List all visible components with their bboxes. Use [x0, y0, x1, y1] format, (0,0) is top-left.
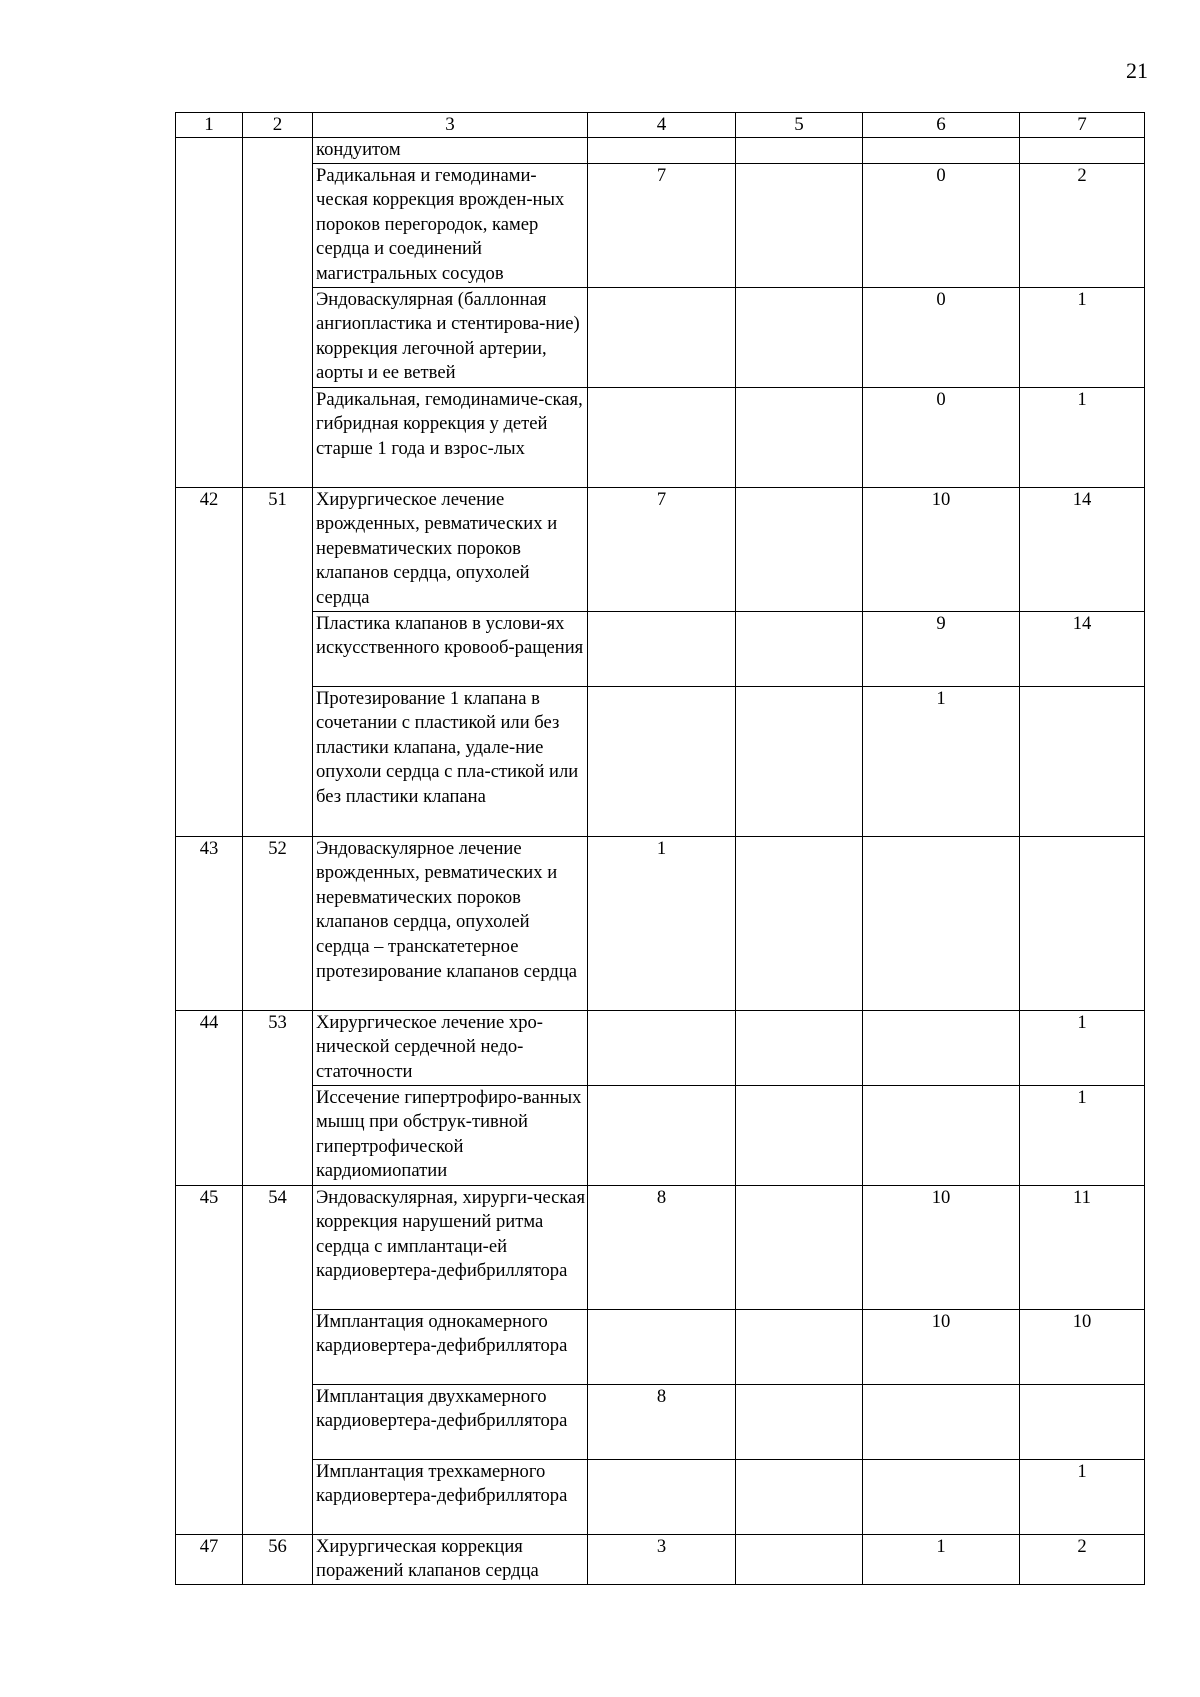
value-cell-5 [736, 836, 863, 1010]
table-row [176, 611, 1145, 686]
value-cell-4 [588, 1459, 736, 1534]
description-cell: Радикальная и гемодинами-ческая коррекция врожден-ных пороков перегородок, камер сердца и соединений магистральных сосудов [313, 163, 588, 287]
column-header-7: 7 [1020, 113, 1145, 138]
value-cell-4 [588, 1309, 736, 1384]
value-cell-6: 0 [863, 163, 1020, 287]
row-code-cell: 51 [243, 487, 313, 836]
table-header [176, 113, 1145, 138]
description-cell: Имплантация двухкамерного кардиовертера-дефибриллятора [313, 1384, 588, 1459]
value-cell-5 [736, 287, 863, 387]
value-cell-5 [736, 1309, 863, 1384]
value-cell-6: 0 [863, 287, 1020, 387]
value-cell-6 [863, 1010, 1020, 1085]
value-cell-5 [736, 163, 863, 287]
value-cell-5 [736, 1010, 863, 1085]
description-cell: Хирургическое лечение врожденных, ревматических и неревматических пороков клапанов сердца, опухолей сердца [313, 487, 588, 611]
column-header-6: 6 [863, 113, 1020, 138]
table-row [176, 138, 1145, 164]
description-cell: Протезирование 1 клапана в сочетании с пластикой или без пластики клапана, удале-ние опухоли сердца с пла-стикой или без пластики клапана [313, 686, 588, 836]
value-cell-6: 9 [863, 611, 1020, 686]
row-number-cell: 43 [176, 836, 243, 1010]
row-number-cell: 47 [176, 1534, 243, 1584]
table-row [176, 387, 1145, 487]
row-code-cell: 56 [243, 1534, 313, 1584]
value-cell-4: 3 [588, 1534, 736, 1584]
value-cell-7: 1 [1020, 1459, 1145, 1534]
value-cell-7: 2 [1020, 163, 1145, 287]
description-cell: Эндоваскулярная, хирурги-ческая коррекция нарушений ритма сердца с имплантаци-ей кардиовертера-дефибриллятора [313, 1185, 588, 1309]
page-number: 21 [1126, 58, 1148, 83]
value-cell-7: 11 [1020, 1185, 1145, 1309]
value-cell-5 [736, 1085, 863, 1185]
column-header-5: 5 [736, 113, 863, 138]
value-cell-4 [588, 1085, 736, 1185]
description-cell: Пластика клапанов в услови-ях искусственного кровооб-ращения [313, 611, 588, 686]
value-cell-6 [863, 836, 1020, 1010]
table-row [176, 287, 1145, 387]
value-cell-4: 7 [588, 487, 736, 611]
value-cell-5 [736, 387, 863, 487]
value-cell-5 [736, 1459, 863, 1534]
value-cell-5 [736, 487, 863, 611]
value-cell-7: 1 [1020, 387, 1145, 487]
description-cell: Радикальная, гемодинамиче-ская, гибридная коррекция у детей старше 1 года и взрос-лых [313, 387, 588, 487]
value-cell-7: 2 [1020, 1534, 1145, 1584]
table-row [176, 686, 1145, 836]
row-code-cell [243, 138, 313, 488]
value-cell-7 [1020, 836, 1145, 1010]
value-cell-5 [736, 1534, 863, 1584]
row-number-cell: 44 [176, 1010, 243, 1185]
row-number-cell: 42 [176, 487, 243, 836]
value-cell-4: 8 [588, 1185, 736, 1309]
value-cell-7: 1 [1020, 1010, 1145, 1085]
value-cell-6 [863, 138, 1020, 164]
table-row [176, 1309, 1145, 1384]
value-cell-4 [588, 387, 736, 487]
value-cell-7: 10 [1020, 1309, 1145, 1384]
value-cell-6: 1 [863, 686, 1020, 836]
table-row [176, 1384, 1145, 1459]
table-row [176, 836, 1145, 1010]
value-cell-4: 8 [588, 1384, 736, 1459]
value-cell-7 [1020, 138, 1145, 164]
row-number-cell: 45 [176, 1185, 243, 1534]
table-row [176, 487, 1145, 611]
row-code-cell: 54 [243, 1185, 313, 1534]
description-cell: Эндоваскулярная (баллонная ангиопластика и стентирова-ние) коррекция легочной артерии, аорты и ее ветвей [313, 287, 588, 387]
value-cell-5 [736, 686, 863, 836]
table-row [176, 1534, 1145, 1584]
value-cell-5 [736, 138, 863, 164]
value-cell-4: 1 [588, 836, 736, 1010]
value-cell-6: 0 [863, 387, 1020, 487]
value-cell-6 [863, 1384, 1020, 1459]
table-row [176, 1085, 1145, 1185]
description-cell: кондуитом [313, 138, 588, 164]
value-cell-4: 7 [588, 163, 736, 287]
value-cell-7 [1020, 1384, 1145, 1459]
column-header-1: 1 [176, 113, 243, 138]
value-cell-6 [863, 1459, 1020, 1534]
value-cell-7: 1 [1020, 1085, 1145, 1185]
row-number-cell [176, 138, 243, 488]
row-code-cell: 52 [243, 836, 313, 1010]
column-header-4: 4 [588, 113, 736, 138]
table-row [176, 1185, 1145, 1309]
value-cell-7: 14 [1020, 487, 1145, 611]
value-cell-7 [1020, 686, 1145, 836]
value-cell-5 [736, 1384, 863, 1459]
description-cell: Иссечение гипертрофиро-ванных мышц при обструк-тивной гипертрофической кардиомиопатии [313, 1085, 588, 1185]
value-cell-4 [588, 1010, 736, 1085]
description-cell: Имплантация однокамерного кардиовертера-дефибриллятора [313, 1309, 588, 1384]
value-cell-7: 14 [1020, 611, 1145, 686]
value-cell-4 [588, 686, 736, 836]
value-cell-4 [588, 611, 736, 686]
value-cell-7: 1 [1020, 287, 1145, 387]
row-code-cell: 53 [243, 1010, 313, 1185]
table-row [176, 1010, 1145, 1085]
table-row [176, 163, 1145, 287]
column-header-2: 2 [243, 113, 313, 138]
value-cell-6: 10 [863, 1185, 1020, 1309]
data-table [175, 112, 1145, 1585]
value-cell-6: 1 [863, 1534, 1020, 1584]
description-cell: Хирургическая коррекция поражений клапанов сердца [313, 1534, 588, 1584]
value-cell-6 [863, 1085, 1020, 1185]
value-cell-5 [736, 1185, 863, 1309]
value-cell-4 [588, 287, 736, 387]
description-cell: Эндоваскулярное лечение врожденных, ревматических и неревматических пороков клапанов сердца, опухолей сердца – транскатетерное протезирование клапанов сердца [313, 836, 588, 1010]
column-header-3: 3 [313, 113, 588, 138]
table-row [176, 1459, 1145, 1534]
description-cell: Хирургическое лечение хро-нической сердечной недо-статочности [313, 1010, 588, 1085]
value-cell-6: 10 [863, 487, 1020, 611]
value-cell-5 [736, 611, 863, 686]
description-cell: Имплантация трехкамерного кардиовертера-дефибриллятора [313, 1459, 588, 1534]
value-cell-4 [588, 138, 736, 164]
value-cell-6: 10 [863, 1309, 1020, 1384]
